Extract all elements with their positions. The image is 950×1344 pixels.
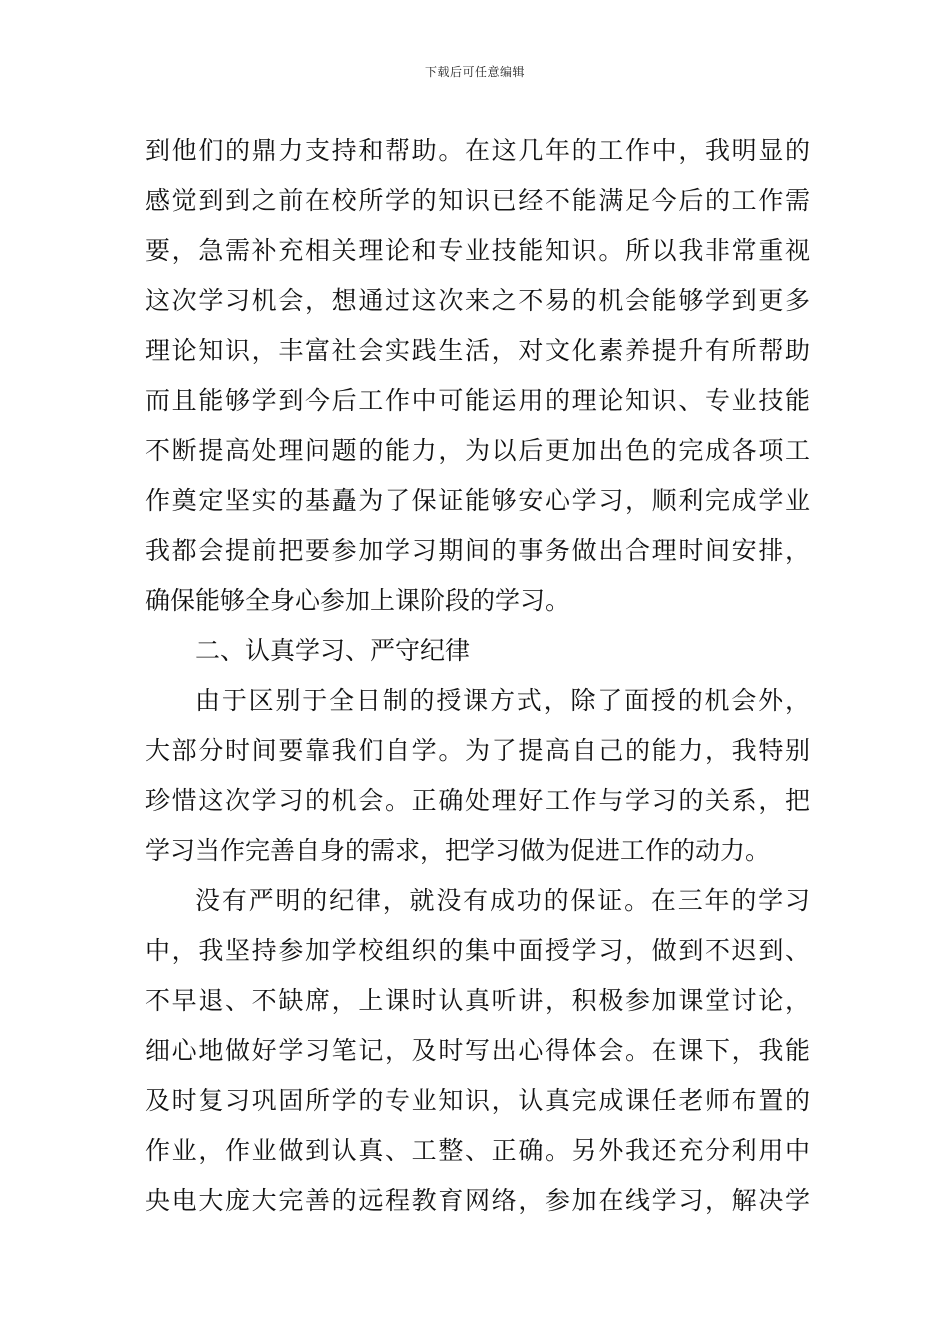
text-line: 珍惜这次学习的机会。正确处理好工作与学习的关系，把 [145, 786, 810, 815]
text-line: 理论知识，丰富社会实践生活，对文化素养提升有所帮助 [145, 336, 810, 365]
section-heading: 二、认真学习、严守纪律 [195, 636, 471, 665]
text-line: 不断提高处理问题的能力，为以后更加出色的完成各项工 [145, 436, 810, 465]
text-line: 不早退、不缺席，上课时认真听讲，积极参加课堂讨论， [145, 986, 810, 1015]
text-line: 确保能够全身心参加上课阶段的学习。 [145, 586, 571, 615]
text-line: 没有严明的纪律，就没有成功的保证。在三年的学习 [195, 886, 810, 915]
text-line: 及时复习巩固所学的专业知识，认真完成课任老师布置的 [145, 1086, 810, 1115]
text-line: 作业，作业做到认真、工整、正确。另外我还充分利用中 [145, 1136, 810, 1165]
text-line: 由于区别于全日制的授课方式，除了面授的机会外， [195, 686, 810, 715]
text-line: 央电大庞大完善的远程教育网络，参加在线学习，解决学 [145, 1186, 810, 1215]
text-line: 感觉到到之前在校所学的知识已经不能满足今后的工作需 [145, 186, 810, 215]
text-line: 我都会提前把要参加学习期间的事务做出合理时间安排， [145, 536, 810, 565]
text-line: 要，急需补充相关理论和专业技能知识。所以我非常重视 [145, 236, 810, 265]
text-line: 而且能够学到今后工作中可能运用的理论知识、专业技能 [145, 386, 810, 415]
text-line: 这次学习机会，想通过这次来之不易的机会能够学到更多 [145, 286, 810, 315]
text-line: 大部分时间要靠我们自学。为了提高自己的能力，我特别 [145, 736, 810, 765]
text-line: 中，我坚持参加学校组织的集中面授学习，做到不迟到、 [145, 936, 810, 965]
page-header: 下载后可任意编辑 [424, 65, 525, 79]
text-line: 细心地做好学习笔记，及时写出心得体会。在课下，我能 [145, 1036, 810, 1065]
text-line: 作奠定坚实的基矗为了保证能够安心学习，顺利完成学业 [145, 486, 810, 515]
text-line: 学习当作完善自身的需求，把学习做为促进工作的动力。 [145, 836, 771, 865]
body-text [145, 126, 810, 1226]
text-line: 到他们的鼎力支持和帮助。在这几年的工作中，我明显的 [145, 136, 810, 165]
